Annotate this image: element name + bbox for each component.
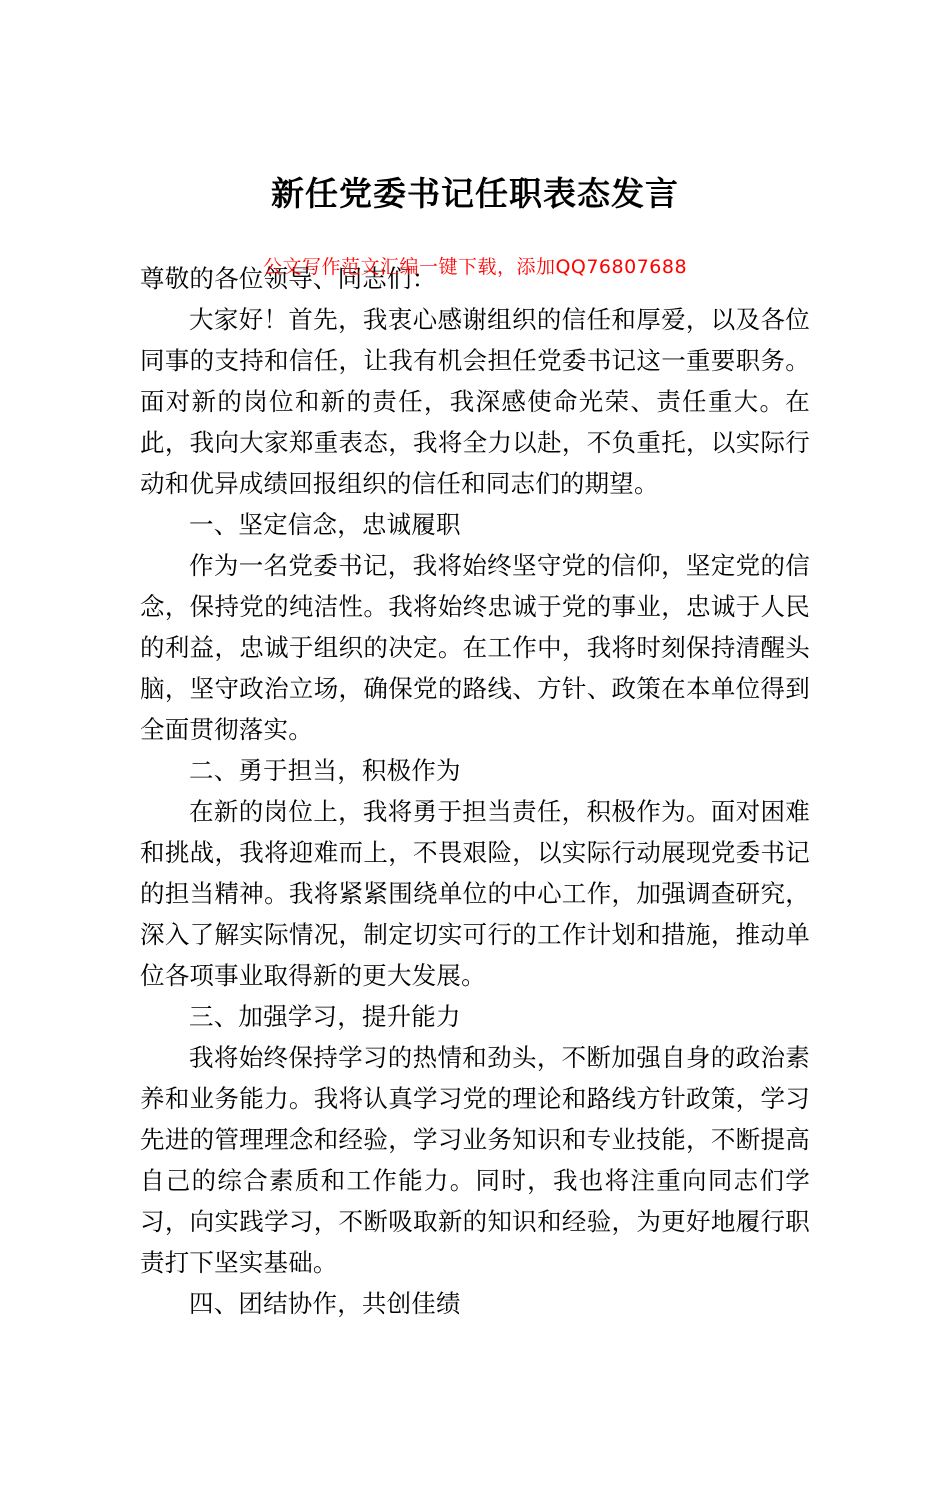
document-body	[140, 259, 810, 1325]
paragraph-heading-4: 四、团结协作，共创佳绩	[189, 1291, 461, 1318]
paragraph-body-3: 我将始终保持学习的热情和劲头，不断加强自身的政治素养和业务能力。我将认真学习党的理论和路线方针政策，学习先进的管理理念和经验，学习业务知识和专业技能，不断提高自己的综合素质和工作能力。同时，我也将注重向同志们学习，向实践学习，不断吸取新的知识和经验，为更好地履行职责打下坚实基础。	[140, 1045, 810, 1277]
paragraph-salutation: 尊敬的各位领导、同志们：	[140, 266, 437, 293]
document-page	[0, 168, 950, 1512]
page-title: 新任党委书记任职表态发言	[271, 175, 679, 212]
paragraph-intro: 大家好！首先，我衷心感谢组织的信任和厚爱，以及各位同事的支持和信任，让我有机会担任党委书记这一重要职务。面对新的岗位和新的责任，我深感使命光荣、责任重大。在此，我向大家郑重表态，我将全力以赴，不负重托，以实际行动和优异成绩回报组织的信任和同志们的期望。	[140, 307, 810, 498]
watermark-banner: 公文写作范文汇编一键下载，添加QQ76807688	[262, 256, 688, 278]
paragraph-heading-3: 三、加强学习，提升能力	[189, 1004, 461, 1031]
paragraph-heading-1: 一、坚定信念，忠诚履职	[189, 512, 461, 539]
paragraph-body-1: 作为一名党委书记，我将始终坚守党的信仰，坚定党的信念，保持党的纯洁性。我将始终忠诚于党的事业，忠诚于人民的利益，忠诚于组织的决定。在工作中，我将时刻保持清醒头脑，坚守政治立场，确保党的路线、方针、政策在本单位得到全面贯彻落实。	[140, 553, 810, 744]
paragraph-heading-2: 二、勇于担当，积极作为	[189, 758, 461, 785]
paragraph-body-2: 在新的岗位上，我将勇于担当责任，积极作为。面对困难和挑战，我将迎难而上，不畏艰险，以实际行动展现党委书记的担当精神。我将紧紧围绕单位的中心工作，加强调查研究，深入了解实际情况，制定切实可行的工作计划和措施，推动单位各项事业取得新的更大发展。	[140, 799, 810, 990]
